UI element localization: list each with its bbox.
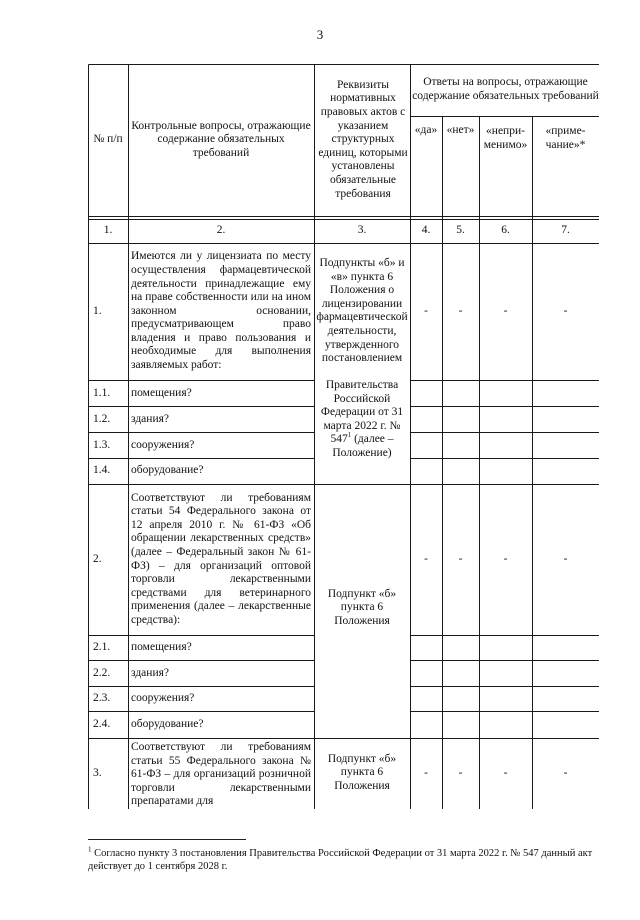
row-3-question: Соответствуют ли требованиям статьи 55 Федерального закона № 61-ФЗ – для организаций розничной торговли лекарственными препаратами для	[131, 741, 311, 808]
row-1-answer-na: -	[503, 304, 508, 317]
row-2-question: Соответствуют ли требованиям статьи 54 Федерального закона от 12 апреля 2010 г. № 61-ФЗ «Об обращении лекарственных средств» (далее – Федеральный закон № 61-ФЗ) – для организаций оптовой торговли лекарственными средствами для ветеринарного применения (далее – лекарственные средства):	[131, 491, 311, 626]
header-num: № п/п	[93, 133, 123, 146]
colnum-3: 3.	[357, 224, 367, 237]
row-1-answer-no: -	[458, 304, 463, 317]
row-2-3-question: сооружения?	[131, 692, 195, 705]
row-1-3-question: сооружения?	[131, 438, 195, 451]
checklist-table	[88, 64, 599, 809]
row-2-4-question: оборудование?	[131, 717, 204, 730]
requisites-group-1-lower: Правительства Российской Федерации от 31 марта 2022 г. № $547^1$ (далее – Положение)	[320, 379, 404, 459]
row-2-answer-na: -	[503, 552, 508, 565]
row-2-answer-note: -	[563, 552, 568, 565]
row-3-answer-na: -	[503, 767, 508, 780]
row-1-answer-note: -	[563, 304, 568, 317]
colnum-7: 7.	[561, 224, 570, 237]
colnum-4: 4.	[421, 224, 431, 237]
requisites-group-3: Подпункт «б» пункта 6 Положения	[327, 752, 397, 792]
header-no: «нет»	[446, 124, 475, 137]
footnote	[88, 847, 602, 873]
footnote-separator	[88, 839, 246, 840]
row-1-4-question: оборудование?	[131, 464, 204, 477]
footnote-marker: 1	[88, 845, 92, 854]
footnote-ref-marker: 1	[347, 431, 352, 440]
row-2-2-question: здания?	[131, 666, 169, 679]
row-2-3-num: 2.3.	[93, 692, 111, 705]
colnum-5: 5.	[456, 224, 465, 237]
row-1-3-num: 1.3.	[93, 438, 111, 451]
footnote-text: Согласно пункту 3 постановления Правительства Российской Федерации от 31 марта 2022 г. № 547 данный акт действует до 1 сентября 2028 г.	[88, 848, 593, 872]
row-1-4-num: 1.4.	[93, 464, 111, 477]
row-1-1-num: 1.1.	[93, 386, 111, 399]
row-2-answer-yes: -	[424, 552, 428, 565]
header-yes: «да»	[414, 124, 438, 137]
row-2-1-num: 2.1.	[93, 641, 111, 654]
row-1-1-question: помещения?	[131, 386, 192, 399]
header-note: «приме-чание»*	[545, 125, 586, 151]
row-3-answer-no: -	[458, 767, 463, 780]
row-1-question: Имеются ли у лицензиата по месту осуществления фармацевтической деятельности принадлежащие ему на праве собственности или на ином законном основании, предусматривающем право владения и право пользования и необходимые для выполнения заявляемых работ:	[131, 250, 311, 372]
row-2-2-num: 2.2.	[93, 666, 111, 679]
header-requisites: Реквизиты нормативных правовых актов с указанием структурных единиц, которыми установлены обязательные требования	[318, 78, 408, 200]
row-2-answer-no: -	[458, 552, 463, 565]
colnum-2: 2.	[216, 224, 226, 237]
header-not-applicable: «непри-менимо»	[483, 125, 528, 151]
header-answers-group: Ответы на вопросы, отражающие содержание обязательных требований	[412, 76, 599, 102]
row-1-2-question: здания?	[131, 412, 169, 425]
row-3-num: 3.	[93, 767, 102, 780]
row-2-4-num: 2.4.	[93, 717, 111, 730]
row-1-num: 1.	[93, 304, 102, 317]
requisites-group-2: Подпункт «б» пункта 6 Положения	[327, 587, 397, 627]
row-2-num: 2.	[93, 552, 102, 565]
colnum-1: 1.	[103, 224, 113, 237]
header-questions: Контрольные вопросы, отражающие содержание обязательных требований	[131, 119, 311, 159]
requisites-group-1-upper: Подпункты «б» и «в» пункта 6 Положения о лицензировании фармацевтической деятельности, утвержденного постановлением	[316, 257, 408, 365]
row-3-answer-yes: -	[424, 767, 428, 780]
row-2-1-question: помещения?	[131, 641, 192, 654]
page-number: 3	[316, 27, 324, 42]
row-1-2-num: 1.2.	[93, 412, 111, 425]
colnum-6: 6.	[501, 224, 510, 237]
row-1-answer-yes: -	[424, 304, 428, 317]
row-3-answer-note: -	[563, 767, 568, 780]
